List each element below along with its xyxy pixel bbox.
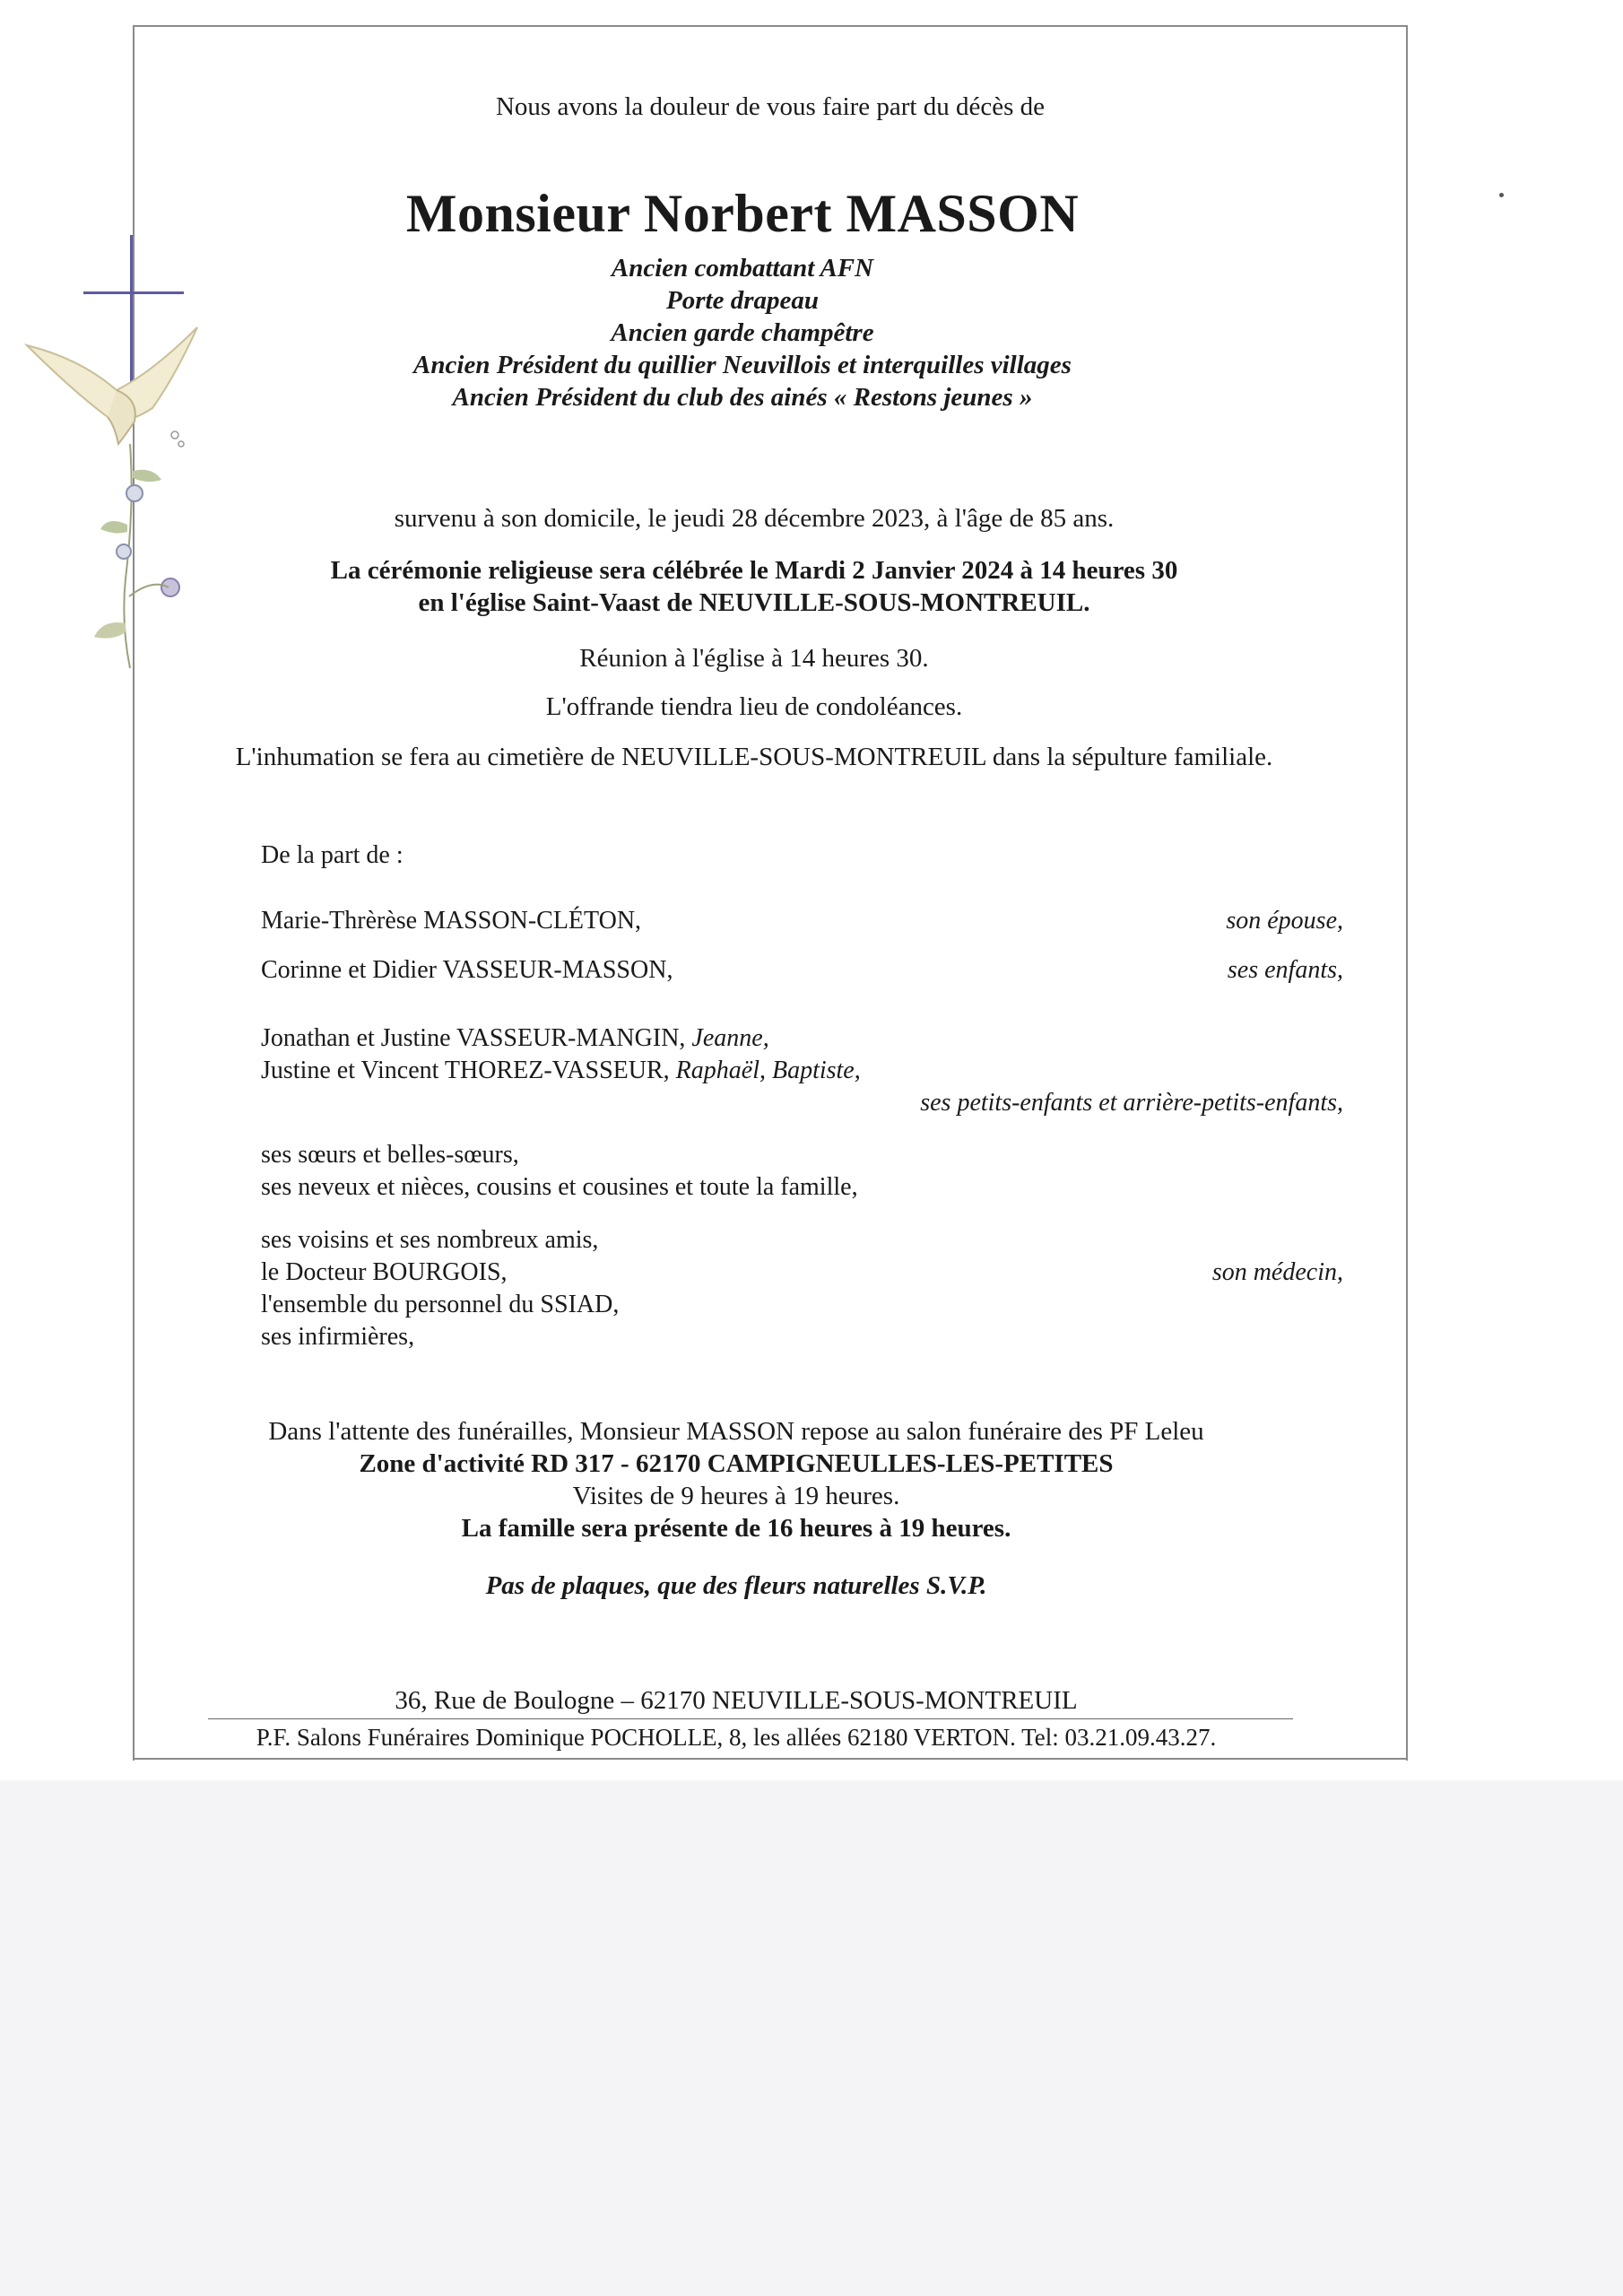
spouse-name: Marie-Thrèrèse MASSON-CLÉTON, — [261, 907, 642, 935]
meeting-info: Réunion à l'église à 14 heures 30. — [579, 644, 929, 673]
burial-info: L'inhumation se fera au cimetière de NEUVILLE-SOUS-MONTREUIL dans la sépulture familiale. — [235, 743, 1273, 771]
ceremony-line-1: La cérémonie religieuse sera célébrée le Mardi 2 Janvier 2024 à 14 heures 30 — [330, 556, 1178, 585]
footer-address: 36, Rue de Boulogne – 62170 NEUVILLE-SOUS-MONTREUIL — [395, 1686, 1078, 1715]
scanner-background — [0, 1780, 1623, 2296]
flowers-note: Pas de plaques, que des fleurs naturelles S.V.P. — [485, 1571, 987, 1600]
deceased-name: Monsieur Norbert MASSON — [405, 184, 1080, 243]
friends: ses voisins et ses nombreux amis, — [261, 1226, 599, 1254]
funeral-home-line-1: Dans l'attente des funérailles, Monsieur MASSON repose au salon funéraire des PF Leleu — [268, 1417, 1204, 1446]
grandchildren-parents: Jonathan et Justine VASSEUR-MANGIN, — [261, 1024, 686, 1052]
ceremony-line-2: en l'église Saint-Vaast de NEUVILLE-SOUS-MONTREUIL. — [418, 588, 1090, 617]
doctor-name: le Docteur BOURGOIS, — [261, 1258, 508, 1286]
death-statement: survenu à son domicile, le jeudi 28 décembre 2023, à l'âge de 85 ans. — [394, 504, 1115, 533]
family-presence: La famille sera présente de 16 heures à 19 heures. — [461, 1514, 1011, 1543]
siblings: ses sœurs et belles-sœurs, — [261, 1141, 519, 1169]
scan-speck — [1499, 193, 1504, 197]
grandchildren-line — [261, 1022, 769, 1055]
grandchildren-line — [261, 1055, 861, 1087]
visiting-hours: Visites de 9 heures à 19 heures. — [572, 1482, 900, 1510]
staff: l'ensemble du personnel du SSIAD, — [261, 1291, 620, 1318]
nurses: ses infirmières, — [261, 1323, 415, 1351]
grandchildren-kids: Jeanne, — [691, 1024, 769, 1052]
grandchildren-parents: Justine et Vincent THOREZ-VASSEUR, — [261, 1057, 670, 1084]
family-intro: De la part de : — [261, 841, 404, 869]
footer-divider — [208, 1718, 1293, 1719]
intro-text: Nous avons la douleur de vous faire part du décès de — [495, 92, 1046, 121]
title-line: Ancien garde champêtre — [611, 318, 874, 347]
title-line: Porte drapeau — [666, 286, 819, 315]
title-line: Ancien Président du quillier Neuvillois et interquilles villages — [413, 351, 1072, 379]
spouse-relation: son épouse, — [1226, 907, 1343, 935]
children-name: Corinne et Didier VASSEUR-MASSON, — [261, 956, 673, 984]
card-bottom-border — [133, 1758, 1408, 1760]
title-line: Ancien combattant AFN — [611, 254, 874, 283]
offering-info: L'offrande tiendra lieu de condoléances. — [545, 692, 963, 721]
doctor-relation: son médecin, — [1211, 1258, 1343, 1286]
funeral-home-address: Zone d'activité RD 317 - 62170 CAMPIGNEULLES-LES-PETITES — [359, 1449, 1114, 1478]
footer-company: P.F. Salons Funéraires Dominique POCHOLLE, 8, les allées 62180 VERTON. Tel: 03.21.09.43.27. — [256, 1724, 1217, 1751]
extended-family: ses neveux et nièces, cousins et cousines et toute la famille, — [261, 1173, 858, 1201]
grandchildren-relation: ses petits-enfants et arrière-petits-enfants, — [920, 1089, 1343, 1117]
grandchildren-kids: Raphaël, Baptiste, — [675, 1057, 861, 1084]
children-relation: ses enfants, — [1227, 956, 1343, 984]
title-line: Ancien Président du club des ainés « Restons jeunes » — [452, 383, 1033, 412]
